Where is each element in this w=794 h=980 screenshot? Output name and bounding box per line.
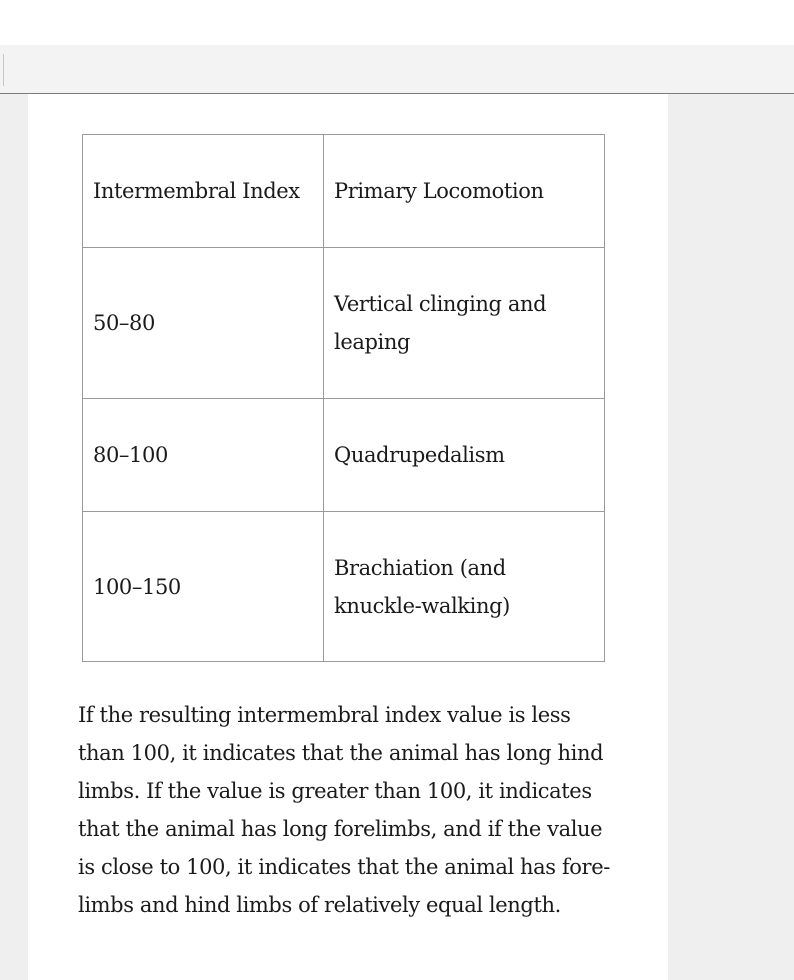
table-row — [83, 512, 605, 662]
table-row — [83, 248, 605, 399]
document-page — [28, 94, 668, 980]
table-header-row — [83, 135, 605, 248]
cell-index: 100–150 — [83, 512, 324, 662]
reader-workspace[interactable] — [0, 94, 794, 980]
cell-locomotion: Vertical clinging and leaping — [324, 248, 605, 399]
locomotion-table — [82, 134, 605, 662]
header-cell-index: Intermembral Index — [83, 135, 324, 248]
cell-locomotion: Quadrupedalism — [324, 399, 605, 512]
table-row — [83, 399, 605, 512]
toolbar-divider — [3, 54, 4, 86]
cell-index: 50–80 — [83, 248, 324, 399]
window-top-blank — [0, 0, 794, 45]
body-paragraph: If the resulting intermembral index value is less than 100, it indicates that the animal has long hind limbs. If the value is greater than 100, it indicates that the animal has long forelimbs, and if the value is close to 100, it indicates that the animal has fore-limbs and hind limbs of relatively equal length. — [78, 703, 610, 917]
toolbar — [0, 45, 794, 94]
cell-locomotion: Brachiation (and knuckle-walking) — [324, 512, 605, 662]
header-cell-locomotion: Primary Locomotion — [324, 135, 605, 248]
cell-index: 80–100 — [83, 399, 324, 512]
